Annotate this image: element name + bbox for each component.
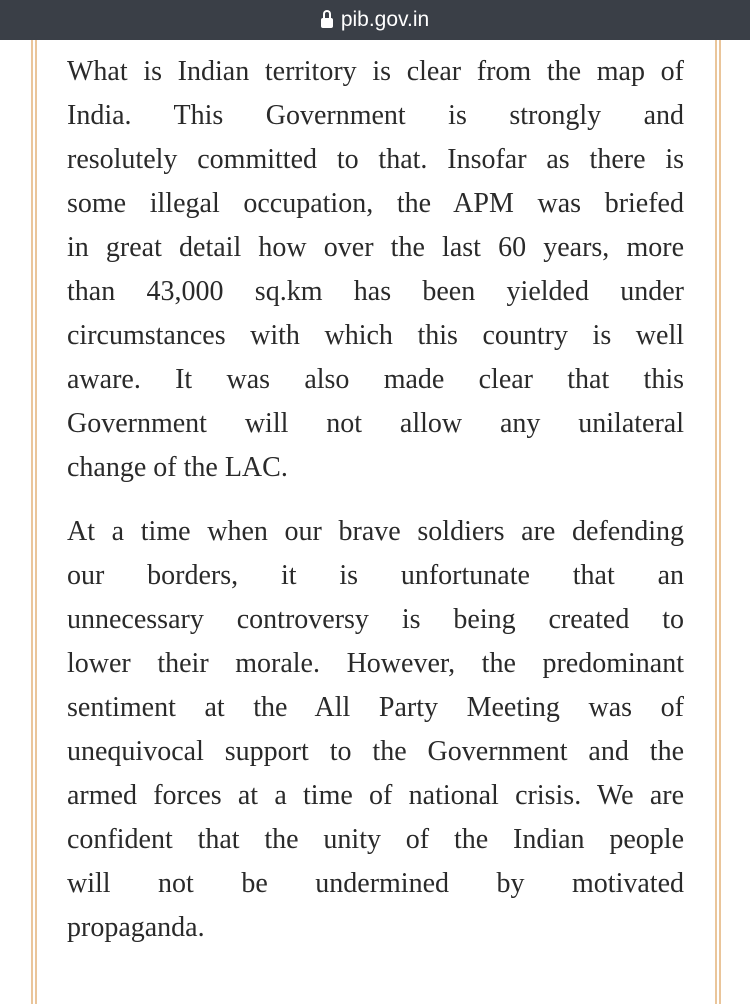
- paragraph-line: aware. It was also made clear that this: [67, 364, 684, 395]
- paragraph-line: our borders, it is unfortunate that an: [67, 560, 684, 591]
- paragraph-line: circumstances with which this country is well: [67, 320, 684, 351]
- paragraph-line: resolutely committed to that. Insofar as there is: [67, 144, 684, 175]
- paragraph-line: will not be undermined by motivated: [67, 868, 684, 899]
- paragraph-line: Government will not allow any unilateral: [67, 408, 684, 439]
- paragraph-line: propaganda.: [67, 912, 205, 943]
- paragraph-line: India. This Government is strongly and: [67, 100, 684, 131]
- paragraph-line: sentiment at the All Party Meeting was of: [67, 692, 684, 723]
- left-border-divider: [31, 40, 37, 1004]
- paragraph-line: change of the LAC.: [67, 452, 288, 483]
- paragraph-line: armed forces at a time of national crisis. We are: [67, 780, 684, 811]
- article-body: [67, 50, 684, 970]
- article-paragraph: [67, 510, 684, 950]
- article-paragraph: [67, 50, 684, 490]
- paragraph-line: some illegal occupation, the APM was briefed: [67, 188, 684, 219]
- paragraph-line: At a time when our brave soldiers are defending: [67, 516, 684, 547]
- paragraph-line: than 43,000 sq.km has been yielded under: [67, 276, 684, 307]
- paragraph-line: What is Indian territory is clear from the map of: [67, 56, 684, 87]
- paragraph-line: unequivocal support to the Government and the: [67, 736, 684, 767]
- url-text: pib.gov.in: [340, 8, 430, 31]
- right-border-divider: [715, 40, 721, 1004]
- address-bar[interactable]: [0, 0, 750, 40]
- paragraph-line: in great detail how over the last 60 years, more: [67, 232, 684, 263]
- paragraph-line: unnecessary controversy is being created to: [67, 604, 684, 635]
- paragraph-line: lower their morale. However, the predominant: [67, 648, 684, 679]
- lock-icon: [321, 18, 333, 28]
- paragraph-line: confident that the unity of the Indian people: [67, 824, 684, 855]
